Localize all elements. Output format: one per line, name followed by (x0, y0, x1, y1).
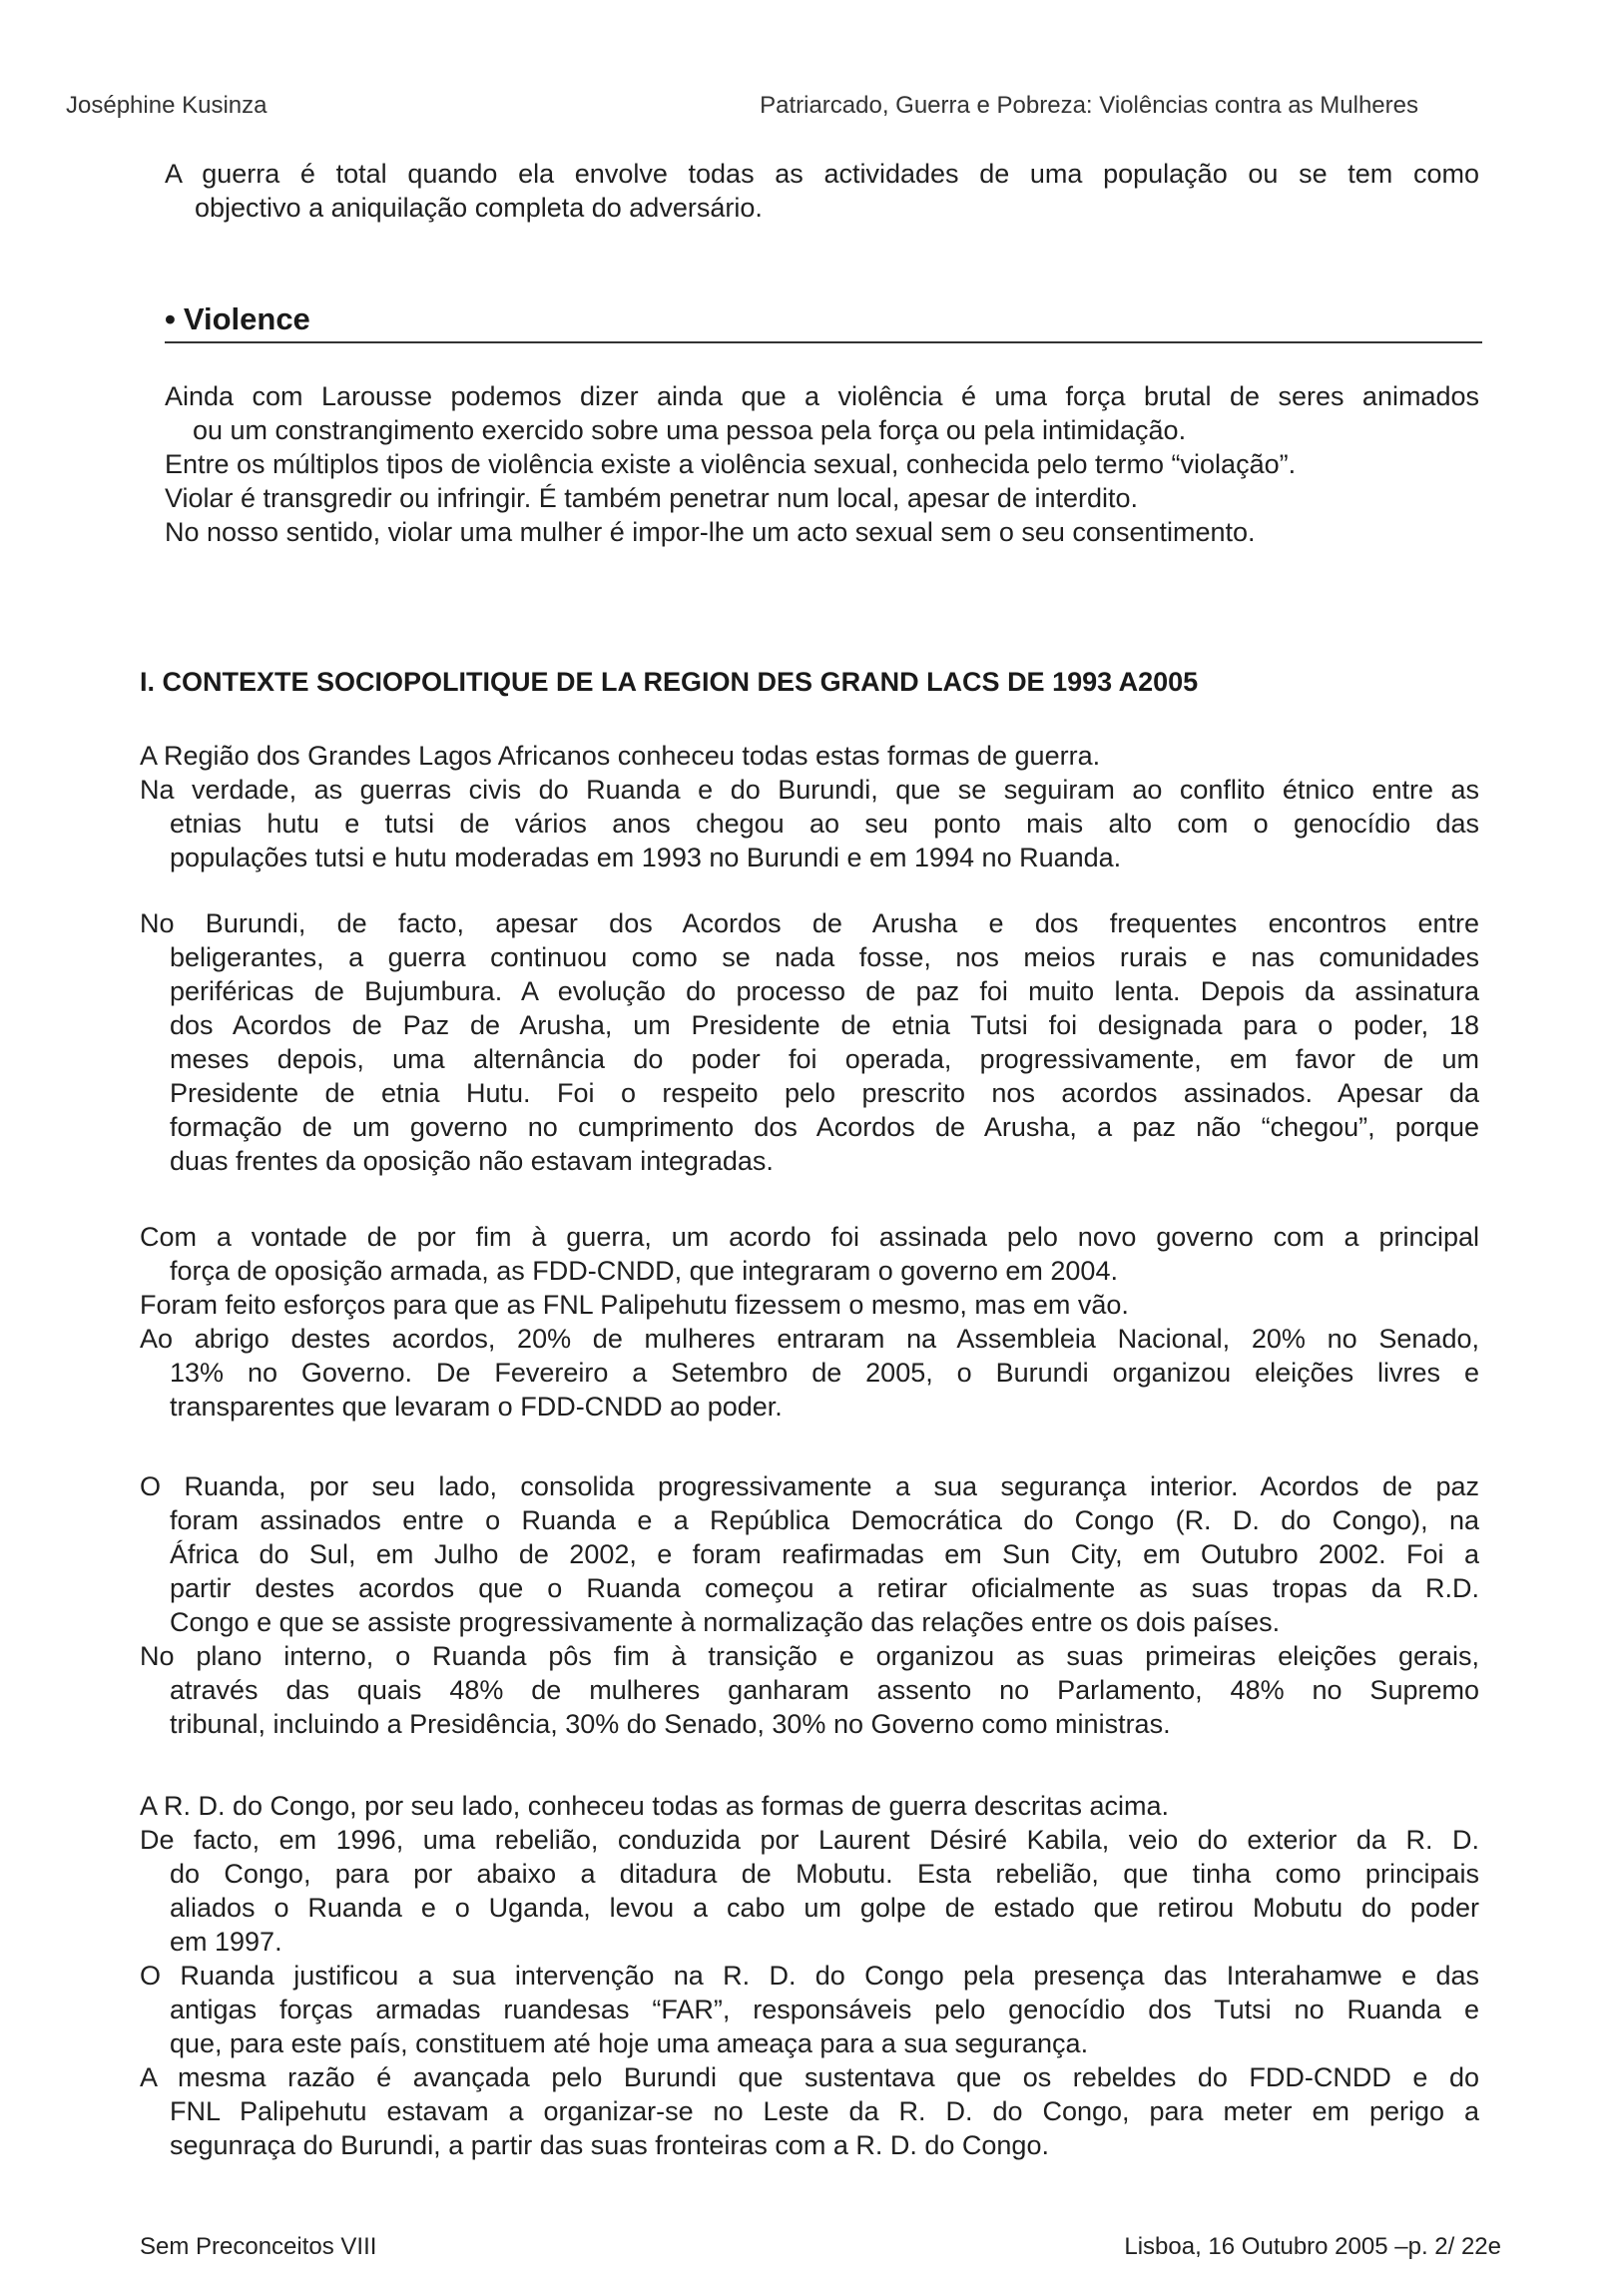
chapter-heading: I. CONTEXTE SOCIOPOLITIQUE DE LA REGION DES GRAND LACS DE 1993 A2005 (140, 667, 1199, 697)
text-line: força de oposição armada, as FDD-CNDD, que integraram o governo em 2004. (170, 1256, 1118, 1286)
text-line: periféricas de Bujumbura. A evolução do processo de paz foi muito lenta. Depois da assinatura (170, 976, 1479, 1006)
text-line: A Região dos Grandes Lagos Africanos conheceu todas estas formas de guerra. (140, 741, 1101, 771)
text-line: antigas forças armadas ruandesas “FAR”, responsáveis pelo genocídio dos Tutsi no Ruanda e (170, 1995, 1479, 2024)
text-line: 13% no Governo. De Fevereiro a Setembro de 2005, o Burundi organizou eleições livres e (170, 1358, 1479, 1388)
text-line: Ao abrigo destes acordos, 20% de mulheres entraram na Assembleia Nacional, 20% no Senado, (140, 1324, 1479, 1354)
footer-publication: Sem Preconceitos VIII (140, 2233, 377, 2260)
text-line: De facto, em 1996, uma rebelião, conduzida por Laurent Désiré Kabila, veio do exterior da R. D. (140, 1825, 1479, 1855)
text-line: Congo e que se assiste progressivamente à normalização das relações entre os dois países. (170, 1607, 1281, 1637)
text-line: aliados o Ruanda e o Uganda, levou a cabo um golpe de estado que retirou Mobutu do poder (170, 1893, 1479, 1923)
text-line: No Burundi, de facto, apesar dos Acordos de Arusha e dos frequentes encontros entre (140, 908, 1479, 938)
text-line: beligerantes, a guerra continuou como se nada fosse, nos meios rurais e nas comunidades (170, 942, 1479, 972)
text-line: duas frentes da oposição não estavam integradas. (170, 1146, 774, 1176)
text-line: No plano interno, o Ruanda pôs fim à transição e organizou as suas primeiras eleições gerais, (140, 1641, 1479, 1671)
footer-page-info: Lisboa, 16 Outubro 2005 –p. 2/ 22e (1124, 2233, 1501, 2260)
text-line: FNL Palipehutu estavam a organizar-se no Leste da R. D. do Congo, para meter em perigo a (170, 2096, 1479, 2126)
text-line: A mesma razão é avançada pelo Burundi que sustentava que os rebeldes do FDD-CNDD e do (140, 2062, 1479, 2092)
text-line: Presidente de etnia Hutu. Foi o respeito pelo prescrito nos acordos assinados. Apesar da (170, 1078, 1479, 1108)
text-line: tribunal, incluindo a Presidência, 30% do Senado, 30% no Governo como ministras. (170, 1709, 1171, 1739)
text-line: formação de um governo no cumprimento dos Acordos de Arusha, a paz não “chegou”, porque (170, 1112, 1479, 1142)
text-line: Ainda com Larousse podemos dizer ainda que a violência é uma força brutal de seres animados (165, 381, 1479, 411)
text-line: dos Acordos de Paz de Arusha, um Presidente de etnia Tutsi foi designada para o poder, 18 (170, 1010, 1479, 1040)
text-line: O Ruanda, por seu lado, consolida progressivamente a sua segurança interior. Acordos de paz (140, 1471, 1479, 1501)
text-line: segunraça do Burundi, a partir das suas fronteiras com a R. D. do Congo. (170, 2130, 1049, 2160)
section-heading-violence (165, 301, 1482, 343)
text-line: através das quais 48% de mulheres ganharam assento no Parlamento, 48% no Supremo (170, 1675, 1479, 1705)
text-line: foram assinados entre o Ruanda e a República Democrática do Congo (R. D. do Congo), na (170, 1505, 1479, 1535)
text-line: Violar é transgredir ou infringir. É também penetrar num local, apesar de interdito. (165, 483, 1139, 513)
text-line: etnias hutu e tutsi de vários anos chegou ao seu ponto mais alto com o genocídio das (170, 809, 1479, 839)
text-line: Com a vontade de por fim à guerra, um acordo foi assinada pelo novo governo com a principal (140, 1222, 1479, 1252)
bullet-icon: • (165, 301, 176, 336)
text-line: A guerra é total quando ela envolve todas as actividades de uma população ou se tem como (165, 159, 1479, 189)
text-line: Entre os múltiplos tipos de violência existe a violência sexual, conhecida pelo termo “violação”. (165, 449, 1297, 479)
text-line: do Congo, para por abaixo a ditadura de Mobutu. Esta rebelião, que tinha como principais (170, 1859, 1479, 1889)
text-line: que, para este país, constituem até hoje uma ameaça para a sua segurança. (170, 2028, 1089, 2058)
text-line: O Ruanda justificou a sua intervenção na R. D. do Congo pela presença das Interahamwe e das (140, 1961, 1479, 1991)
text-line: meses depois, uma alternância do poder foi operada, progressivamente, em favor de um (170, 1044, 1479, 1074)
text-line: ou um constrangimento exercido sobre uma pessoa pela força ou pela intimidação. (193, 415, 1187, 445)
header-author: Joséphine Kusinza (66, 92, 268, 119)
text-line: em 1997. (170, 1927, 282, 1957)
text-line: populações tutsi e hutu moderadas em 1993 no Burundi e em 1994 no Ruanda. (170, 843, 1122, 872)
text-line: partir destes acordos que o Ruanda começou a retirar oficialmente as suas tropas da R.D. (170, 1573, 1479, 1603)
text-line: objectivo a aniquilação completa do adversário. (195, 193, 763, 223)
text-line: África do Sul, em Julho de 2002, e foram reafirmadas em Sun City, em Outubro 2002. Foi a (170, 1539, 1479, 1569)
section-heading-text: Violence (183, 301, 310, 336)
text-line: No nosso sentido, violar uma mulher é impor-lhe um acto sexual sem o seu consentimento. (165, 517, 1256, 547)
text-line: A R. D. do Congo, por seu lado, conheceu todas as formas de guerra descritas acima. (140, 1791, 1170, 1821)
header-title: Patriarcado, Guerra e Pobreza: Violências contra as Mulheres (760, 92, 1418, 119)
text-line: transparentes que levaram o FDD-CNDD ao poder. (170, 1392, 783, 1422)
text-line: Foram feito esforços para que as FNL Palipehutu fizessem o mesmo, mas em vão. (140, 1290, 1129, 1320)
text-line: Na verdade, as guerras civis do Ruanda e do Burundi, que se seguiram ao conflito étnico entre as (140, 775, 1479, 805)
